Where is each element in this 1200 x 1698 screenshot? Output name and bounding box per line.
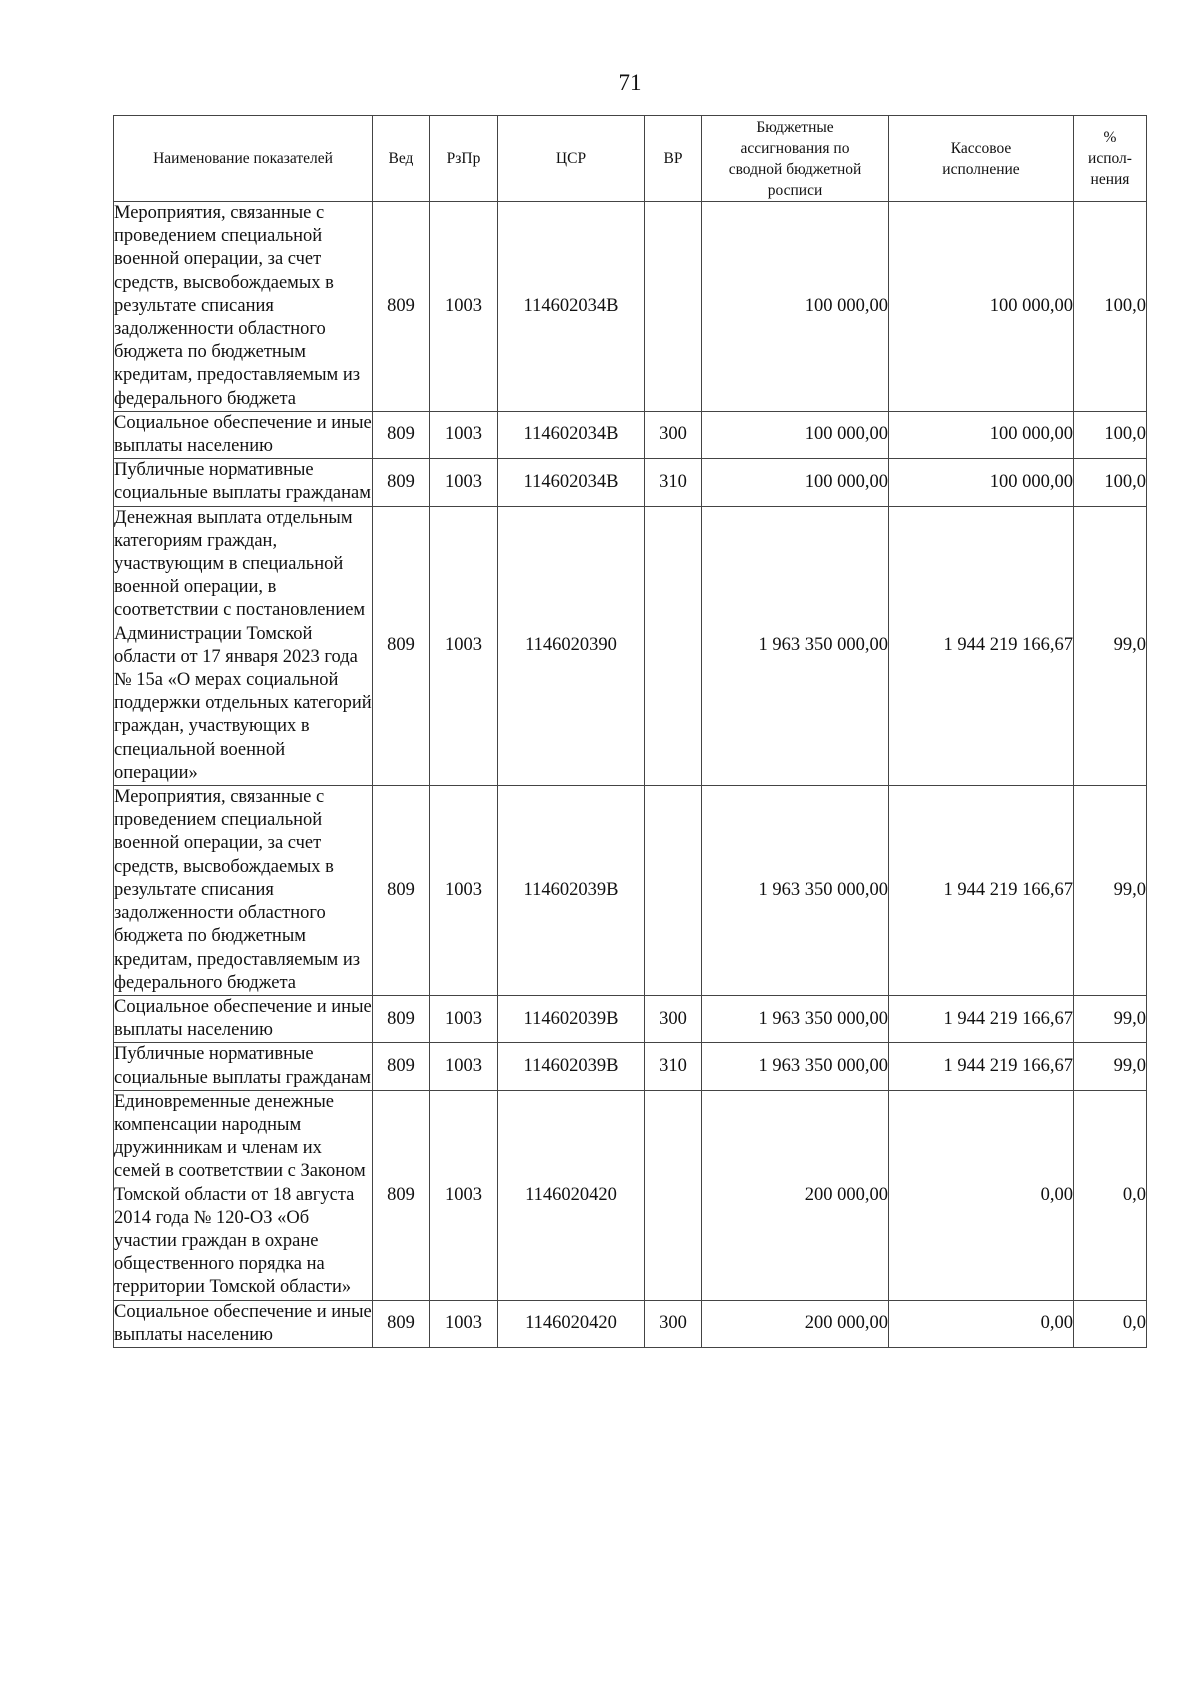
- row-csr: 1146020420: [498, 1300, 645, 1347]
- row-rzpr: 1003: [430, 411, 498, 458]
- row-csr: 114602034В: [498, 411, 645, 458]
- row-ved: 809: [373, 1300, 430, 1347]
- row-vr: [645, 786, 702, 996]
- row-name: Социальное обеспечение и иные выплаты населению: [114, 411, 373, 458]
- row-vr: 310: [645, 459, 702, 506]
- row-ved: 809: [373, 1043, 430, 1090]
- row-percent: 100,0: [1074, 202, 1147, 412]
- row-rzpr: 1003: [430, 1300, 498, 1347]
- table-row: [114, 459, 1147, 506]
- row-percent: 100,0: [1074, 411, 1147, 458]
- row-allocations: 1 963 350 000,00: [702, 995, 889, 1042]
- row-ved: 809: [373, 202, 430, 412]
- budget-execution-table: [113, 115, 1147, 1348]
- row-vr: 300: [645, 1300, 702, 1347]
- row-vr: [645, 1090, 702, 1300]
- row-percent: 0,0: [1074, 1090, 1147, 1300]
- row-cash-execution: 1 944 219 166,67: [889, 786, 1074, 996]
- row-percent: 0,0: [1074, 1300, 1147, 1347]
- row-ved: 809: [373, 506, 430, 785]
- table-row: [114, 1043, 1147, 1090]
- row-ved: 809: [373, 411, 430, 458]
- row-name: Единовременные денежные компенсации народным дружинникам и членам их семей в соответствии с Законом Томской области от 18 августа 2014 года № 120-ОЗ «Об участии граждан в охране общественного порядка на территории Томской области»: [114, 1090, 373, 1300]
- row-percent: 99,0: [1074, 1043, 1147, 1090]
- header-vr: ВР: [645, 116, 702, 202]
- row-allocations: 100 000,00: [702, 202, 889, 412]
- row-cash-execution: 100 000,00: [889, 459, 1074, 506]
- row-csr: 1146020390: [498, 506, 645, 785]
- row-name: Денежная выплата отдельным категориям граждан, участвующим в специальной военной операции, в соответствии с постановлением Администрации Томской области от 17 января 2023 года № 15а «О мерах социальной поддержки отдельных категорий граждан, участвующих в специальной военной операции»: [114, 506, 373, 785]
- row-ved: 809: [373, 1090, 430, 1300]
- row-vr: [645, 202, 702, 412]
- row-csr: 114602034В: [498, 459, 645, 506]
- row-percent: 99,0: [1074, 786, 1147, 996]
- row-vr: 300: [645, 411, 702, 458]
- row-cash-execution: 100 000,00: [889, 202, 1074, 412]
- row-vr: 310: [645, 1043, 702, 1090]
- row-rzpr: 1003: [430, 459, 498, 506]
- table-row: [114, 786, 1147, 996]
- row-vr: [645, 506, 702, 785]
- row-cash-execution: 1 944 219 166,67: [889, 1043, 1074, 1090]
- header-cash-execution: Кассовое исполнение: [889, 116, 1074, 202]
- page-number: 71: [618, 70, 642, 95]
- row-allocations: 200 000,00: [702, 1300, 889, 1347]
- row-ved: 809: [373, 786, 430, 996]
- row-rzpr: 1003: [430, 1043, 498, 1090]
- header-allocations: Бюджетные ассигнования по сводной бюджетной росписи: [702, 116, 889, 202]
- row-percent: 99,0: [1074, 506, 1147, 785]
- row-name: Мероприятия, связанные с проведением специальной военной операции, за счет средств, высвобождаемых в результате списания задолженности областного бюджета по бюджетным кредитам, предоставляемым из федерального бюджета: [114, 786, 373, 996]
- header-name: Наименование показателей: [114, 116, 373, 202]
- row-percent: 100,0: [1074, 459, 1147, 506]
- row-csr: 114602039В: [498, 786, 645, 996]
- row-cash-execution: 1 944 219 166,67: [889, 995, 1074, 1042]
- table-header-row: [114, 116, 1147, 202]
- row-allocations: 1 963 350 000,00: [702, 506, 889, 785]
- row-rzpr: 1003: [430, 506, 498, 785]
- row-allocations: 1 963 350 000,00: [702, 1043, 889, 1090]
- row-name: Мероприятия, связанные с проведением специальной военной операции, за счет средств, высвобождаемых в результате списания задолженности областного бюджета по бюджетным кредитам, предоставляемым из федерального бюджета: [114, 202, 373, 412]
- row-ved: 809: [373, 459, 430, 506]
- row-cash-execution: 0,00: [889, 1090, 1074, 1300]
- row-percent: 99,0: [1074, 995, 1147, 1042]
- row-allocations: 200 000,00: [702, 1090, 889, 1300]
- row-name: Публичные нормативные социальные выплаты гражданам: [114, 459, 373, 506]
- row-cash-execution: 100 000,00: [889, 411, 1074, 458]
- row-ved: 809: [373, 995, 430, 1042]
- row-csr: 1146020420: [498, 1090, 645, 1300]
- row-csr: 114602039В: [498, 1043, 645, 1090]
- table-row: [114, 995, 1147, 1042]
- row-name: Социальное обеспечение и иные выплаты населению: [114, 995, 373, 1042]
- table-row: [114, 1090, 1147, 1300]
- row-rzpr: 1003: [430, 202, 498, 412]
- row-rzpr: 1003: [430, 786, 498, 996]
- row-allocations: 100 000,00: [702, 411, 889, 458]
- header-percent: % испол-нения: [1074, 116, 1147, 202]
- row-vr: 300: [645, 995, 702, 1042]
- row-cash-execution: 0,00: [889, 1300, 1074, 1347]
- header-rzpr: РзПр: [430, 116, 498, 202]
- table-row: [114, 411, 1147, 458]
- row-rzpr: 1003: [430, 1090, 498, 1300]
- row-allocations: 100 000,00: [702, 459, 889, 506]
- row-csr: 114602039В: [498, 995, 645, 1042]
- table-row: [114, 202, 1147, 412]
- row-csr: 114602034В: [498, 202, 645, 412]
- table-row: [114, 1300, 1147, 1347]
- row-allocations: 1 963 350 000,00: [702, 786, 889, 996]
- row-name: Публичные нормативные социальные выплаты гражданам: [114, 1043, 373, 1090]
- header-csr: ЦСР: [498, 116, 645, 202]
- row-rzpr: 1003: [430, 995, 498, 1042]
- table-row: [114, 506, 1147, 785]
- row-name: Социальное обеспечение и иные выплаты населению: [114, 1300, 373, 1347]
- header-ved: Вед: [373, 116, 430, 202]
- row-cash-execution: 1 944 219 166,67: [889, 506, 1074, 785]
